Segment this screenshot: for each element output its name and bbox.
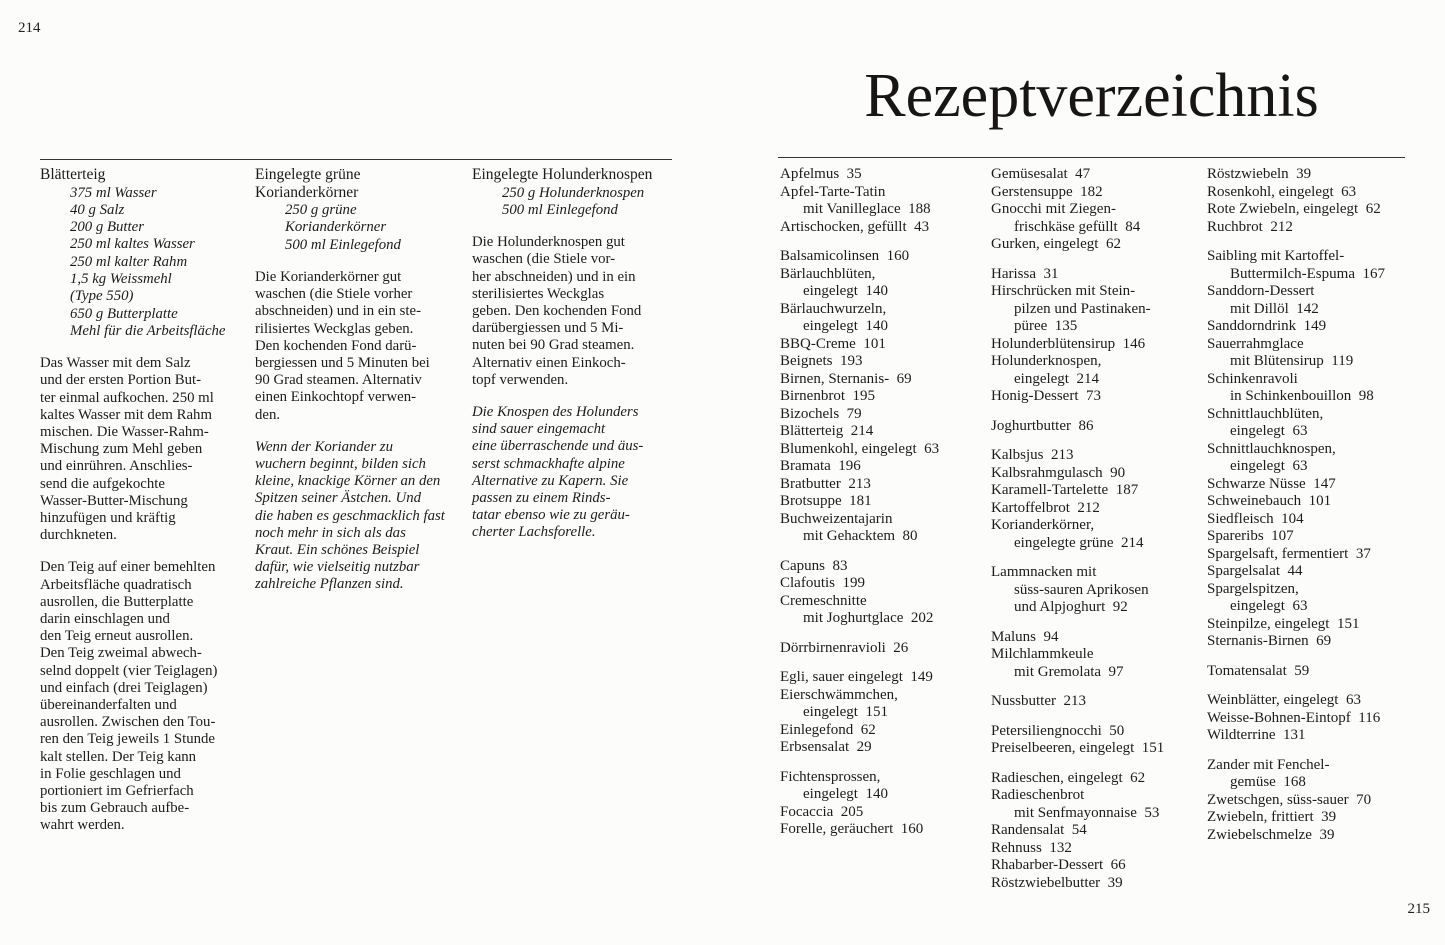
index-entry: Capuns 83: [780, 557, 848, 574]
index-entry: Kalbsrahmgulasch 90: [991, 464, 1126, 481]
index-entry: Blumenkohl, eingelegt 63: [780, 440, 940, 457]
index-entry: Petersiliengnocchi 50: [991, 722, 1125, 739]
index-entry: Apfel-Tarte-Tatin mit Vanilleglace 188: [780, 183, 931, 217]
left-page-rule: [40, 159, 672, 160]
index-entry: Sanddorn-Dessert mit Dillöl 142: [1207, 283, 1319, 317]
index-entry: Kartoffelbrot 212: [991, 499, 1100, 516]
index-letter-group: [1207, 166, 1412, 236]
index-letter-group: [991, 629, 1201, 682]
index-entry: Nussbutter 213: [991, 693, 1086, 709]
index-letter-group: [780, 669, 985, 757]
index-letter-group: [780, 166, 985, 236]
index-letter-group: [1207, 692, 1412, 745]
index-letter-group: [1207, 248, 1412, 651]
index-entry: Weinblätter, eingelegt 63: [1207, 692, 1361, 708]
index-entry: Röstzwiebeln 39: [1207, 166, 1312, 182]
index-letter-group: [780, 640, 985, 658]
recipe-paragraph: Die Holunderknospen gut waschen (die Stiele vor- her abschneiden) und in ein sterilisiertes Weckglas geben. Den kochenden Fond darübergiessen und 5 Mi- nuten bei 90 Grad steamen. Alternativ einen Einkoch- topf verwenden.: [472, 234, 642, 388]
index-entry: Schnittlauchknospen, eingelegt 63: [1207, 440, 1336, 474]
index-entry: Randensalat 54: [991, 822, 1087, 838]
index-entry: Lammnacken mit süss-sauren Aprikosen und Alpjoghurt 92: [991, 564, 1149, 615]
index-entry: Sternanis-Birnen 69: [1207, 633, 1332, 649]
recipe-italic-note: Die Knospen des Holunders sind sauer eingemacht eine überraschende und äus- serst schmackhafte alpine Alternative zu Kapern. Sie passen zu einem Rinds- tatar ebenso wie zu geräu- cherter Lachsforelle.: [472, 403, 644, 541]
recipe-paragraph: Die Korianderkörner gut waschen (die Stiele vorher abschneiden) und in ein ste- rilisiertes Weckglas geben. Den kochenden Fond darü- bergiessen und 5 Minuten bei 90 Grad steamen. Alternativ einen Einkochtopf verwen- den.: [255, 268, 430, 423]
index-letter-group: [991, 693, 1201, 711]
index-entry: Tomatensalat 59: [1207, 662, 1310, 679]
index-entry: Apfelmus 35: [780, 166, 862, 182]
index-entry: Spargelsaft, fermentiert 37: [1207, 545, 1371, 562]
index-entry: Balsamicolinsen 160: [780, 248, 910, 264]
index-entry: Zwiebeln, frittiert 39: [1207, 809, 1337, 825]
index-page-title: Rezeptverzeichnis: [864, 62, 1319, 130]
index-entry: Wildterrine 131: [1207, 727, 1306, 743]
recipe-ingredients: 250 g Holunderknospen 500 ml Einlegefond: [502, 184, 645, 218]
index-entry: Rote Zwiebeln, eingelegt 62: [1207, 201, 1381, 217]
index-entry: Schinkenravoli in Schinkenbouillon 98: [1207, 370, 1374, 404]
index-entry: Korianderkörner, eingelegte grüne 214: [991, 517, 1144, 551]
recipe-column-2: [255, 166, 463, 594]
index-entry: Bärlauchblüten, eingelegt 140: [780, 265, 888, 299]
index-column-2: [991, 166, 1201, 892]
recipe-paragraph: Das Wasser mit dem Salz und der ersten Portion But- ter einmal aufkochen. 250 ml kaltes Wasser mit dem Rahm mischen. Die Wasser-Rahm- Mischung zum Mehl geben und einrühren. Anschlies- send die aufgekochte Wasser-Butter-Mischung hinzufügen und kräftig durchkneten.: [40, 355, 214, 544]
index-entry: Spargelspitzen, eingelegt 63: [1207, 580, 1308, 614]
index-entry: Dörrbirnenravioli 26: [780, 639, 909, 656]
index-entry: Bärlauchwurzeln, eingelegt 140: [780, 300, 888, 334]
index-entry: Birnen, Sternanis- 69: [780, 370, 912, 387]
index-entry: Siedfleisch 104: [1207, 510, 1304, 527]
recipe-column-1: [40, 166, 252, 835]
index-entry: Karamell-Tartelette 187: [991, 482, 1139, 498]
index-entry: Birnenbrot 195: [780, 388, 875, 404]
index-entry: Blätterteig 214: [780, 423, 874, 439]
recipe-paragraph: Den Teig auf einer bemehlten Arbeitsfläche quadratisch ausrollen, die Butterplatte darin einschlagen und den Teig erneut ausrollen. Den Teig zweimal abwech- selnd doppelt (vier Teiglagen) und einfach (drei Teiglagen) übereinanderfalten und ausrollen. Zwischen den Tou- ren den Teig jeweils 1 Stunde kalt stellen. Der Teig kann in Folie geschlagen und portioniert im Gefrierfach bis zum Gebrauch aufbe- wahrt werden.: [40, 559, 218, 834]
index-entry: Clafoutis 199: [780, 575, 865, 591]
recipe-italic-note: Wenn der Koriander zu wuchern beginnt, bilden sich kleine, knackige Körner an den Spitzen seiner Ästchen. Und die haben es geschmacklich fast noch mehr in sich als das Kraut. Ein schönes Beispiel dafür, wie vielseitig nutzbar zahlreiche Pflanzen sind.: [255, 438, 445, 593]
index-entry: Schweinebauch 101: [1207, 493, 1332, 509]
page-left: [0, 0, 722, 945]
index-entry: Röstzwiebelbutter 39: [991, 874, 1123, 891]
index-entry: Gurken, eingelegt 62: [991, 236, 1121, 252]
index-entry: Joghurtbutter 86: [991, 417, 1094, 434]
index-entry: Milchlammkeule mit Gremolata 97: [991, 646, 1124, 680]
index-letter-group: [780, 248, 985, 546]
index-entry: Zander mit Fenchel- gemüse 168: [1207, 756, 1330, 790]
index-entry: Rehnuss 132: [991, 839, 1072, 856]
recipe-ingredients: 375 ml Wasser 40 g Salz 200 g Butter 250 ml kaltes Wasser 250 ml kalter Rahm 1,5 kg Weissmehl (Type 550) 650 g Butterplatte Mehl für die Arbeitsfläche: [70, 184, 226, 339]
index-entry: Einlegefond 62: [780, 721, 876, 738]
index-entry: Harissa 31: [991, 265, 1059, 282]
index-entry: Weisse-Bohnen-Eintopf 116: [1207, 709, 1381, 726]
index-entry: Sauerrahmglace mit Blütensirup 119: [1207, 335, 1354, 369]
index-entry: Bramata 196: [780, 458, 861, 474]
index-column-1: [780, 166, 985, 839]
index-entry: Steinpilze, eingelegt 151: [1207, 615, 1360, 632]
recipe-column-3: [472, 166, 690, 542]
index-letter-group: [991, 447, 1201, 552]
index-entry: Erbsensalat 29: [780, 739, 872, 755]
index-entry: Gerstensuppe 182: [991, 183, 1103, 200]
index-entry: Rosenkohl, eingelegt 63: [1207, 183, 1357, 200]
index-entry: Egli, sauer eingelegt 149: [780, 669, 933, 685]
index-entry: Maluns 94: [991, 628, 1059, 645]
recipe-title: Eingelegte grüne Korianderkörner: [255, 166, 361, 201]
index-entry: Focaccia 205: [780, 803, 864, 820]
index-letter-group: [991, 418, 1201, 436]
index-letter-group: [991, 770, 1201, 893]
index-entry: Kalbsjus 213: [991, 447, 1074, 463]
index-entry: Spargelsalat 44: [1207, 563, 1303, 579]
index-entry: Schnittlauchblüten, eingelegt 63: [1207, 405, 1324, 439]
index-entry: Fichtensprossen, eingelegt 140: [780, 768, 888, 802]
index-letter-group: [1207, 757, 1412, 845]
index-letter-group: [780, 558, 985, 628]
index-entry: Sanddorndrink 149: [1207, 318, 1327, 334]
index-entry: Radieschenbrot mit Senfmayonnaise 53: [991, 787, 1160, 821]
index-entry: Bizochels 79: [780, 405, 862, 422]
index-entry: Spareribs 107: [1207, 528, 1294, 544]
index-entry: Ruchbrot 212: [1207, 218, 1293, 235]
index-entry: Gemüsesalat 47: [991, 166, 1091, 182]
index-letter-group: [991, 564, 1201, 617]
index-entry: Preiselbeeren, eingelegt 151: [991, 740, 1165, 756]
index-column-3: [1207, 166, 1412, 844]
index-letter-group: [991, 723, 1201, 758]
index-entry: Saibling mit Kartoffel- Buttermilch-Espuma 167: [1207, 248, 1385, 282]
index-entry: Artischocken, gefüllt 43: [780, 218, 930, 235]
index-entry: Bratbutter 213: [780, 475, 871, 492]
index-entry: Schwarze Nüsse 147: [1207, 475, 1336, 492]
index-entry: BBQ-Creme 101: [780, 335, 886, 352]
index-entry: Honig-Dessert 73: [991, 388, 1101, 404]
index-entry: Holunderblütensirup 146: [991, 335, 1146, 352]
index-letter-group: [1207, 663, 1412, 681]
index-letter-group: [780, 769, 985, 839]
index-entry: Hirschrücken mit Stein- pilzen und Pastinaken- püree 135: [991, 283, 1151, 334]
recipe-ingredients: 250 g grüne Korianderkörner 500 ml Einlegefond: [285, 202, 401, 253]
page-right: [722, 0, 1445, 945]
recipe-title: Blätterteig: [40, 166, 106, 183]
page-number-right: 215: [1407, 901, 1430, 917]
index-entry: Eierschwämmchen, eingelegt 151: [780, 686, 898, 720]
index-letter-group: [991, 266, 1201, 406]
index-entry: Beignets 193: [780, 353, 863, 369]
index-entry: Forelle, geräuchert 160: [780, 821, 924, 837]
index-entry: Cremeschnitte mit Joghurtglace 202: [780, 592, 934, 626]
index-entry: Buchweizentajarin mit Gehacktem 80: [780, 510, 918, 544]
recipe-title: Eingelegte Holunderknospen: [472, 166, 653, 183]
index-entry: Holunderknospen, eingelegt 214: [991, 353, 1102, 387]
index-letter-group: [991, 166, 1201, 254]
index-entry: Zwiebelschmelze 39: [1207, 826, 1335, 843]
index-entry: Brotsuppe 181: [780, 493, 872, 509]
page-number-left: 214: [18, 20, 41, 36]
index-entry: Gnocchi mit Ziegen- frischkäse gefüllt 84: [991, 201, 1141, 235]
index-entry: Rhabarber-Dessert 66: [991, 857, 1126, 873]
index-entry: Radieschen, eingelegt 62: [991, 769, 1146, 786]
index-entry: Zwetschgen, süss-sauer 70: [1207, 791, 1372, 808]
right-page-rule: [778, 157, 1405, 158]
